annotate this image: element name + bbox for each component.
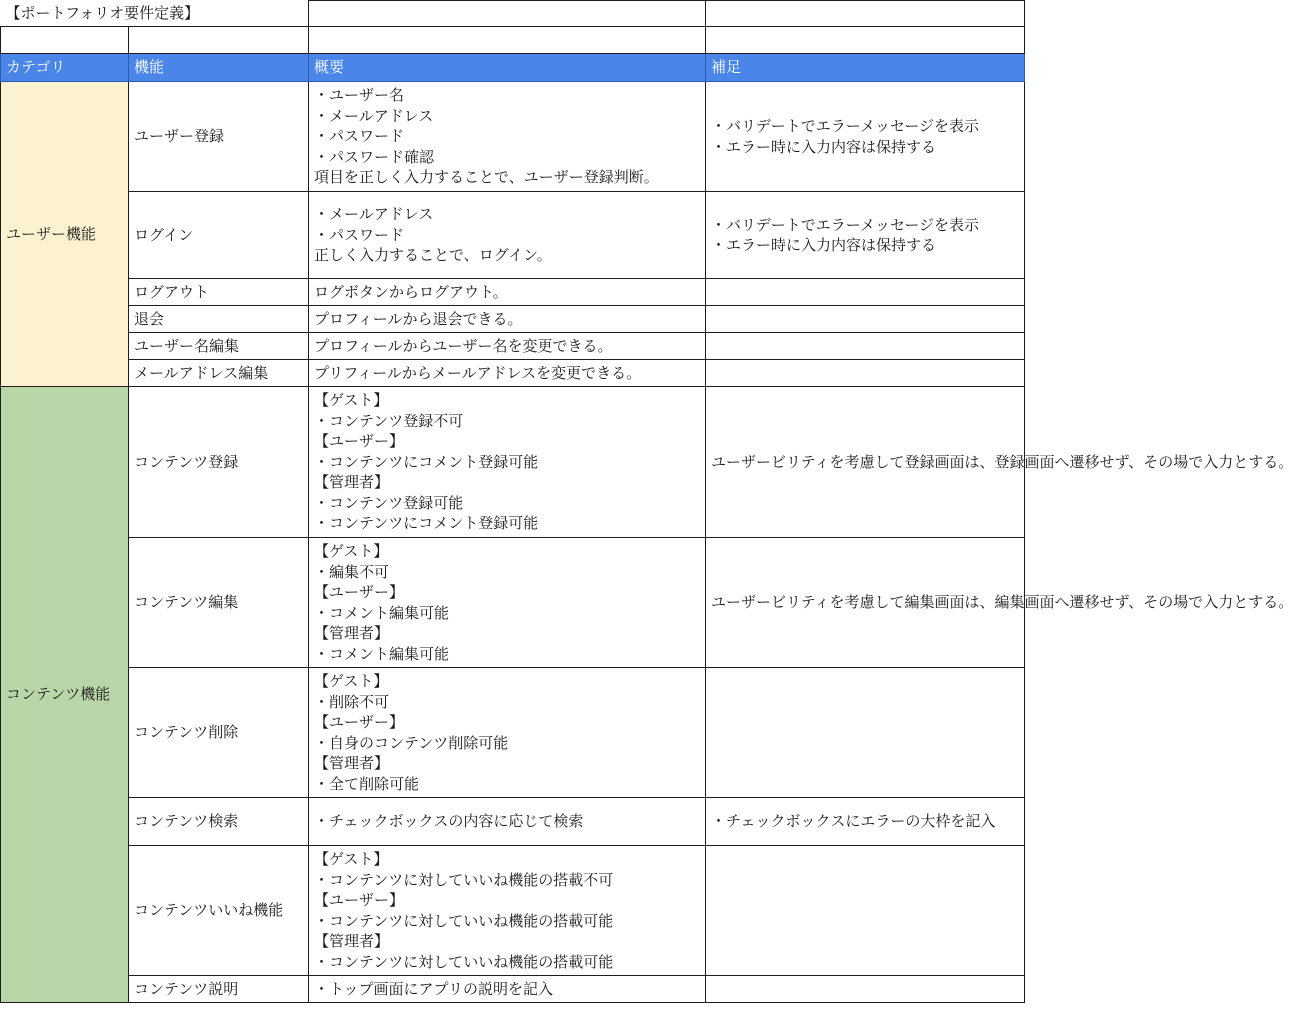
table-row xyxy=(1,82,1025,192)
summary-line: ・コメント編集可能 xyxy=(314,603,450,622)
note-cell[interactable] xyxy=(706,306,1025,333)
category-cell[interactable]: ユーザー機能 xyxy=(1,82,129,387)
summary-line: 【ゲスト】 xyxy=(314,542,389,560)
note-cell[interactable] xyxy=(706,333,1025,360)
note-cell[interactable] xyxy=(706,976,1025,1003)
note-line: ・チェックボックスにエラーの大枠を記入 xyxy=(711,812,996,831)
feature-cell[interactable]: ユーザー登録 xyxy=(129,82,309,192)
feature-cell[interactable]: ユーザー名編集 xyxy=(129,333,309,360)
feature-cell[interactable]: コンテンツ説明 xyxy=(129,976,309,1003)
feature-cell[interactable]: コンテンツ削除 xyxy=(129,668,309,798)
table-row xyxy=(1,668,1025,798)
note-cell[interactable] xyxy=(706,538,1293,668)
summary-line: ・メールアドレス xyxy=(314,205,434,224)
table-row xyxy=(1,333,1025,360)
spacer-row xyxy=(1,27,1025,54)
summary-cell[interactable] xyxy=(309,279,706,306)
summary-line: 【ゲスト】 xyxy=(314,391,389,410)
note-cell[interactable] xyxy=(706,668,1025,798)
header-feature[interactable]: 機能 xyxy=(129,54,309,82)
header-row xyxy=(1,54,1025,82)
summary-line: ・パスワード xyxy=(314,127,405,146)
summary-cell[interactable] xyxy=(309,192,706,279)
note-cell[interactable] xyxy=(706,798,1025,846)
header-note[interactable]: 補足 xyxy=(706,54,1025,82)
summary-cell[interactable] xyxy=(309,306,706,333)
summary-cell[interactable] xyxy=(309,798,706,846)
summary-cell[interactable] xyxy=(309,668,706,798)
empty-cell[interactable] xyxy=(1,27,129,54)
summary-line: 項目を正しく入力することで、ユーザー登録判断。 xyxy=(314,168,659,187)
summary-cell[interactable] xyxy=(309,360,706,387)
feature-cell[interactable]: コンテンツいいね機能 xyxy=(129,846,309,976)
header-category[interactable]: カテゴリ xyxy=(1,54,129,82)
note-cell[interactable] xyxy=(706,279,1025,306)
summary-line: 【管理者】 xyxy=(314,754,390,772)
feature-cell[interactable]: コンテンツ編集 xyxy=(129,538,309,668)
summary-line: ・トップ画面にアプリの説明を記入 xyxy=(314,979,553,998)
summary-line: ・コンテンツにコメント登録可能 xyxy=(314,452,539,471)
empty-cell[interactable] xyxy=(706,27,1025,54)
summary-line: ・削除不可 xyxy=(314,692,390,711)
summary-line: 【ゲスト】 xyxy=(314,672,389,690)
summary-line: ・編集不可 xyxy=(314,562,390,581)
summary-line: 【ユーザー】 xyxy=(314,891,405,909)
summary-cell[interactable] xyxy=(309,846,706,976)
summary-line: ・コンテンツにコメント登録可能 xyxy=(314,514,539,533)
summary-cell[interactable] xyxy=(309,333,706,360)
table-row xyxy=(1,387,1025,538)
note-line: ・エラー時に入力内容は保持する xyxy=(711,137,937,156)
empty-cell[interactable] xyxy=(309,27,706,54)
empty-cell[interactable] xyxy=(309,1,706,27)
feature-cell[interactable]: ログイン xyxy=(129,192,309,279)
feature-cell[interactable]: メールアドレス編集 xyxy=(129,360,309,387)
note-line: ユーザービリティを考慮して登録画面は、登録画面へ遷移せず、その場で入力とする。 xyxy=(711,452,1293,471)
summary-line: ・コンテンツに対していいね機能の搭載可能 xyxy=(314,911,614,930)
table-row xyxy=(1,192,1025,279)
summary-line: 【ゲスト】 xyxy=(314,850,389,868)
feature-cell[interactable]: コンテンツ検索 xyxy=(129,798,309,846)
table-row xyxy=(1,976,1025,1003)
note-line: ・バリデートでエラーメッセージを表示 xyxy=(711,215,980,234)
summary-line: 【ユーザー】 xyxy=(314,713,405,731)
summary-line: ・パスワード xyxy=(314,225,405,244)
table-row xyxy=(1,538,1025,668)
summary-line: 【管理者】 xyxy=(314,932,390,950)
summary-line: ・全て削除可能 xyxy=(314,774,420,793)
table-row xyxy=(1,798,1025,846)
empty-cell[interactable] xyxy=(129,27,309,54)
note-cell[interactable] xyxy=(706,192,1025,279)
note-cell[interactable] xyxy=(706,846,1025,976)
table-row xyxy=(1,846,1025,976)
summary-line: 【ユーザー】 xyxy=(314,583,405,601)
summary-cell[interactable] xyxy=(309,976,706,1003)
summary-line: 正しく入力することで、ログイン。 xyxy=(314,246,552,265)
title-row xyxy=(1,1,1025,27)
summary-line: ・メールアドレス xyxy=(314,106,434,125)
summary-line: ・コメント編集可能 xyxy=(314,644,450,663)
header-summary[interactable]: 概要 xyxy=(309,54,706,82)
feature-cell[interactable]: ログアウト xyxy=(129,279,309,306)
summary-line: ・ユーザー名 xyxy=(314,86,405,105)
summary-line: プロフィールからユーザー名を変更できる。 xyxy=(314,336,613,355)
table-row xyxy=(1,306,1025,333)
note-cell[interactable] xyxy=(706,82,1025,192)
note-line: ユーザービリティを考慮して編集画面は、編集画面へ遷移せず、その場で入力とする。 xyxy=(711,593,1293,612)
feature-cell[interactable]: コンテンツ登録 xyxy=(129,387,309,538)
note-cell[interactable] xyxy=(706,360,1025,387)
table-row xyxy=(1,360,1025,387)
summary-line: 【管理者】 xyxy=(314,624,390,642)
note-cell[interactable] xyxy=(706,387,1293,538)
summary-line: ・チェックボックスの内容に応じて検索 xyxy=(314,812,584,831)
note-line: ・エラー時に入力内容は保持する xyxy=(711,236,937,254)
summary-line: ・パスワード確認 xyxy=(314,147,435,166)
table-row xyxy=(1,279,1025,306)
summary-line: プリフィールからメールアドレスを変更できる。 xyxy=(314,363,642,382)
summary-cell[interactable] xyxy=(309,538,706,668)
summary-cell[interactable] xyxy=(309,387,706,538)
document-title[interactable]: 【ポートフォリオ要件定義】 xyxy=(1,1,309,27)
feature-cell[interactable]: 退会 xyxy=(129,306,309,333)
summary-line: ・コンテンツ登録可能 xyxy=(314,493,464,512)
summary-line: ログボタンからログアウト。 xyxy=(314,282,508,301)
summary-line: ・自身のコンテンツ削除可能 xyxy=(314,733,509,752)
category-cell[interactable]: コンテンツ機能 xyxy=(1,387,129,1003)
summary-line: 【管理者】 xyxy=(314,473,390,492)
summary-line: ・コンテンツに対していいね機能の搭載可能 xyxy=(314,952,614,971)
summary-line: ・コンテンツに対していいね機能の搭載不可 xyxy=(314,870,614,889)
summary-line: プロフィールから退会できる。 xyxy=(314,309,523,328)
summary-line: 【ユーザー】 xyxy=(314,432,405,451)
empty-cell[interactable] xyxy=(706,1,1025,27)
summary-cell[interactable] xyxy=(309,82,706,192)
summary-line: ・コンテンツ登録不可 xyxy=(314,411,464,430)
note-line: ・バリデートでエラーメッセージを表示 xyxy=(711,117,980,135)
